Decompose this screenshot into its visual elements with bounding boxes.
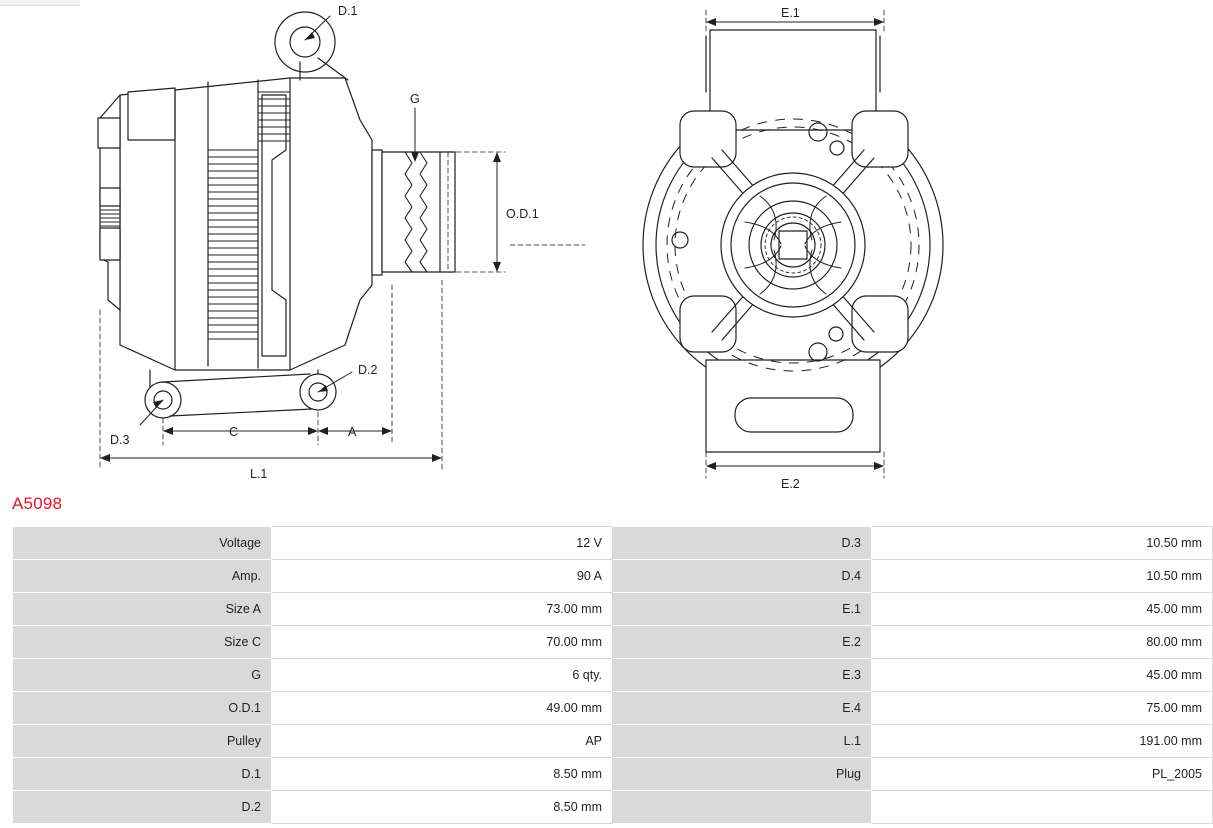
spec-label: Size A	[13, 593, 272, 626]
label-d2: D.2	[358, 363, 378, 377]
table-row	[13, 692, 1213, 725]
spec-label: D.3	[613, 527, 872, 560]
table-row	[13, 527, 1213, 560]
spec-label: E.3	[613, 659, 872, 692]
table-row	[13, 758, 1213, 791]
spec-label: Size C	[13, 626, 272, 659]
label-d3: D.3	[110, 433, 130, 447]
part-number: A5098	[12, 494, 63, 513]
spec-label: Amp.	[13, 560, 272, 593]
spec-label: D.4	[613, 560, 872, 593]
spec-value: 80.00 mm	[872, 626, 1213, 659]
spec-value: 49.00 mm	[272, 692, 613, 725]
spec-label: E.4	[613, 692, 872, 725]
spec-value: 45.00 mm	[872, 593, 1213, 626]
spec-value: 12 V	[272, 527, 613, 560]
spec-label: O.D.1	[13, 692, 272, 725]
table-row	[13, 626, 1213, 659]
spec-value: 191.00 mm	[872, 725, 1213, 758]
label-a: A	[348, 425, 357, 439]
label-e1: E.1	[781, 6, 800, 20]
spec-label: E.1	[613, 593, 872, 626]
label-g: G	[410, 92, 420, 106]
specification-table	[12, 526, 1213, 824]
label-d1: D.1	[338, 4, 358, 18]
spec-value: 45.00 mm	[872, 659, 1213, 692]
table-row	[13, 725, 1213, 758]
table-row	[13, 659, 1213, 692]
spec-value: 8.50 mm	[272, 791, 613, 824]
table-row	[13, 791, 1213, 824]
spec-value: AP	[272, 725, 613, 758]
spec-value: 90 A	[272, 560, 613, 593]
spec-value: 6 qty.	[272, 659, 613, 692]
spec-label: D.2	[13, 791, 272, 824]
spec-value: 73.00 mm	[272, 593, 613, 626]
spec-value-empty	[872, 791, 1213, 824]
spec-value: 10.50 mm	[872, 560, 1213, 593]
spec-value: 75.00 mm	[872, 692, 1213, 725]
label-l1: L.1	[250, 467, 268, 481]
spec-label: Voltage	[13, 527, 272, 560]
table-row	[13, 593, 1213, 626]
spec-label-empty	[613, 791, 872, 824]
table-row	[13, 560, 1213, 593]
label-od1: O.D.1	[506, 207, 539, 221]
label-c: C	[229, 425, 239, 439]
spec-value: 70.00 mm	[272, 626, 613, 659]
spec-label: Plug	[613, 758, 872, 791]
spec-label: Pulley	[13, 725, 272, 758]
spec-label: G	[13, 659, 272, 692]
spec-label: D.1	[13, 758, 272, 791]
spec-value: 10.50 mm	[872, 527, 1213, 560]
spec-label: E.2	[613, 626, 872, 659]
label-e2: E.2	[781, 477, 800, 491]
spec-label: L.1	[613, 725, 872, 758]
spec-value: PL_2005	[872, 758, 1213, 791]
spec-value: 8.50 mm	[272, 758, 613, 791]
